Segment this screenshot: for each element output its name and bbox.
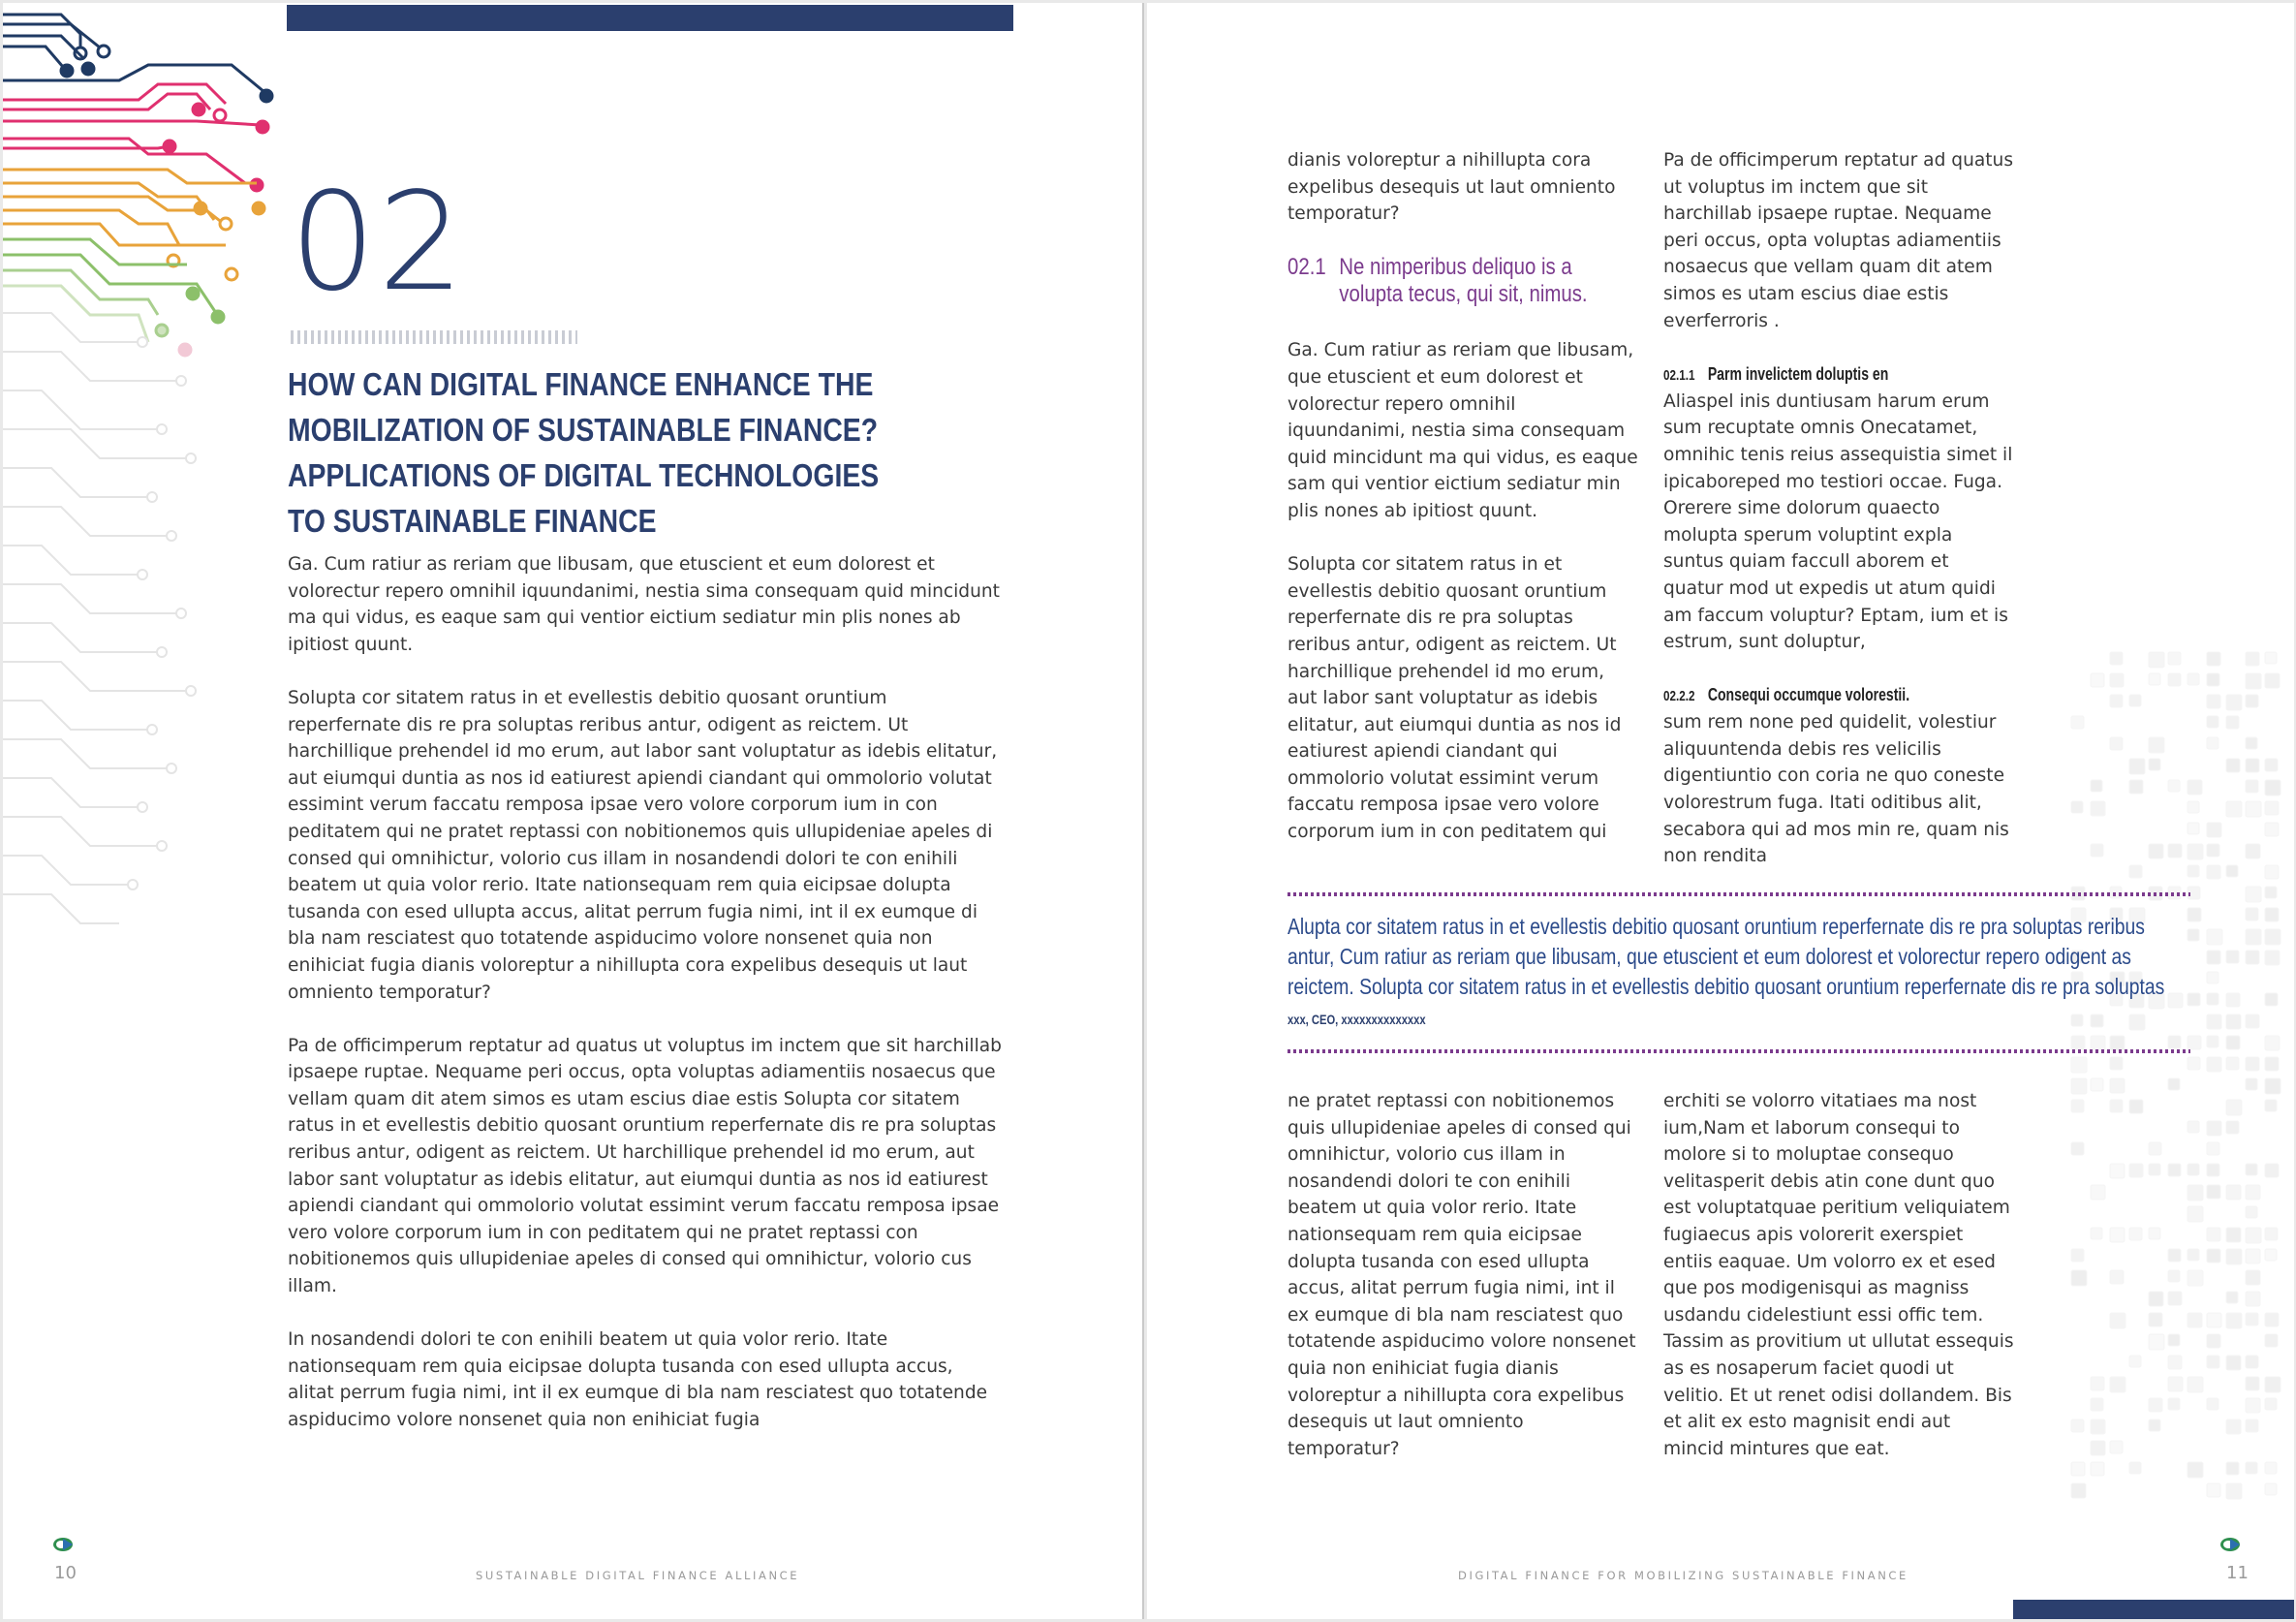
pixel-dot	[2246, 1419, 2258, 1432]
pixel-dot	[2207, 673, 2219, 686]
subsection-number: 02.1.1	[1663, 366, 1695, 384]
paragraph: Pa de officimperum reptatur ad quatus ut voluptus im inctem que sit harchillab ipsaepe ruptae. Nequame peri occus, opta voluptas adiamentiis nosaecus que vellam quam dit atem simos es utam escius diae estis everferroris .	[1663, 150, 2014, 331]
left-body-column	[288, 551, 1005, 1460]
pixel-dot	[2246, 951, 2259, 964]
pixel-dot	[2246, 908, 2258, 920]
pixel-dot	[2168, 780, 2180, 792]
right-column-1-top	[1288, 147, 1638, 846]
pixel-dot	[2110, 652, 2123, 665]
pixel-dot	[2091, 844, 2103, 857]
pixel-dot	[2207, 1334, 2220, 1348]
pixel-dot	[2187, 1313, 2202, 1327]
pixel-dot	[2091, 1441, 2105, 1455]
pixel-dot	[2071, 1462, 2085, 1476]
pixel-dot	[2091, 1419, 2105, 1434]
pixel-dot	[2110, 1057, 2123, 1070]
pixel-dots-decoration-icon	[2042, 642, 2294, 1553]
pixel-dot	[2129, 865, 2142, 878]
quote-divider-bottom	[1288, 1049, 2190, 1053]
pixel-dot	[2168, 1249, 2181, 1262]
pixel-dot	[2168, 844, 2182, 858]
pixel-dot	[2226, 1356, 2241, 1370]
paragraph: erchiti se volorro vitatiaes ma nost ium,Nam et laborum consequi to molore si to moluptae consequo velitasperit debis atin cone dunt quo est voluptatquae peritium veliquiatem fugiaecus apis volorerit exerspiet entiis eaquae. Um volorro ex et esed que pos modigenisqui as magniss usdandu cidelestiunt essi offic tem. Tassim as provitium ut ullutat essequis as es nosaperum faciet quodi ut velitio. Et ut renet odisi dollandem. Bis et alit ex esto magnisit endi aut mincid mintures que eat.	[1663, 1091, 2014, 1459]
chapter-divider	[291, 330, 577, 344]
pixel-dot	[2071, 716, 2084, 729]
pixel-dot	[2265, 887, 2277, 898]
pixel-dot	[2265, 1334, 2278, 1347]
pixel-dot	[2246, 737, 2257, 749]
pixel-dot	[2149, 759, 2160, 770]
pixel-dot	[2207, 1121, 2221, 1136]
pixel-dot	[2226, 1100, 2242, 1115]
pixel-dot	[2110, 1313, 2125, 1328]
quote-text: Alupta cor sitatem ratus in et evellestis debitio quosant oruntium reperfernate dis re pra soluptas reribus antur, Cum ratiur as reriam que libusam, que etuscient et eum dolorest et volorectur repero odigent as reictem. Solupta cor sitatem ratus in et evellestis debitio quosant oruntium reperfernate dis re pra soluptas	[1288, 914, 2165, 999]
pixel-dot	[2110, 1441, 2123, 1453]
pixel-dot	[2246, 1398, 2260, 1413]
pixel-dot	[2265, 673, 2280, 688]
pixel-dot	[2226, 1313, 2242, 1328]
footer-title: SUSTAINABLE DIGITAL FINANCE ALLIANCE	[476, 1569, 800, 1582]
pixel-dot	[2187, 1121, 2199, 1133]
pixel-dot	[2129, 1356, 2141, 1367]
pixel-dot	[2168, 1334, 2180, 1346]
pixel-dot	[2265, 1228, 2278, 1240]
right-page	[1147, 3, 2294, 1619]
pixel-dot	[2246, 1206, 2257, 1218]
pixel-dot	[2207, 1164, 2219, 1176]
pixel-dot	[2246, 1078, 2257, 1090]
pixel-dot	[2226, 1036, 2240, 1049]
pixel-dot	[2246, 695, 2258, 707]
pixel-dot	[2149, 737, 2164, 753]
pixel-dot	[2265, 1377, 2280, 1392]
pixel-dot	[2246, 1249, 2260, 1263]
pixel-dot	[2246, 1356, 2258, 1368]
pixel-dot	[2207, 1228, 2220, 1241]
pixel-dot	[2168, 1398, 2180, 1410]
pixel-dot	[2168, 1356, 2182, 1369]
paragraph: dianis voloreptur a nihillupta cora expelibus desequis ut laut omniento temporatur?	[1288, 150, 1616, 225]
pixel-dot	[2246, 1057, 2259, 1071]
pixel-dot	[2265, 1313, 2279, 1326]
pixel-dot	[2226, 1057, 2239, 1070]
pixel-dot	[2207, 1313, 2221, 1327]
pixel-dot	[2246, 780, 2258, 793]
pixel-dot	[2207, 652, 2220, 666]
pixel-dot	[2187, 1462, 2203, 1478]
subsection-heading	[1663, 361, 1937, 389]
pixel-dot	[2246, 1014, 2259, 1028]
paragraph: ne pratet reptassi con nobitionemos quis ullupideniae apeles di consed qui omnihictur, volorio cus illam in nosandendi dolori te con enihili beatem ut quia volor rerio. Itate nationsequam rem quia eicipsae dolupta tusanda con esed ullupta accus, alitat perrum fugia nimi, int il ex eumque di bla nam resciatest quo totatende aspiducimo volore nonsenet quia non enihiciat fugia dianis voloreptur a nihillupta cora expelibus desequis ut laut omniento temporatur?	[1288, 1091, 1636, 1459]
pixel-dot	[2149, 1292, 2163, 1306]
pixel-dot	[2207, 844, 2219, 857]
pixel-dot	[2091, 673, 2104, 687]
chapter-number: 02	[290, 164, 467, 322]
pixel-dot	[2226, 993, 2240, 1007]
pixel-dot	[2071, 1100, 2084, 1112]
pixel-dot	[2129, 759, 2145, 774]
pixel-dot	[2129, 1462, 2141, 1474]
pixel-dot	[2091, 1377, 2104, 1390]
pixel-dot	[2246, 844, 2260, 858]
pixel-dot	[2110, 695, 2123, 707]
pixel-dot	[2091, 1078, 2103, 1091]
pixel-dot	[2207, 1036, 2218, 1047]
pixel-dot	[2265, 801, 2279, 815]
pixel-dot	[2071, 1078, 2087, 1094]
pixel-dot	[2187, 823, 2199, 834]
paragraph: sum rem none ped quidelit, volestiur aliquuntenda debis res velicilis digentiuntio con coria ne quo coneste volorestrum fuga. Itati oditibus alit, secabora qui ad mos min re, quam nis non rendita	[1663, 712, 2009, 867]
right-column-1-bottom	[1288, 1088, 1638, 1462]
section-number: 02.1	[1288, 254, 1326, 281]
pixel-dot	[2265, 993, 2278, 1006]
pixel-dot	[2187, 1270, 2203, 1286]
pixel-dot	[2226, 1121, 2239, 1134]
pixel-dot	[2187, 673, 2199, 685]
subsection-title: Consequi occumque volorestii.	[1707, 685, 1910, 705]
pixel-dot	[2129, 695, 2141, 706]
pixel-dot	[2168, 673, 2181, 686]
pixel-dot	[2246, 652, 2259, 666]
pixel-dot	[2246, 1228, 2261, 1243]
pixel-dot	[2129, 780, 2143, 794]
pixel-dot	[2226, 716, 2239, 729]
pixel-dot	[2265, 1462, 2277, 1474]
circuit-decoration-icon	[3, 3, 294, 972]
pixel-dot	[2207, 1398, 2218, 1410]
pixel-dot	[2265, 780, 2280, 795]
pixel-dot	[2207, 1014, 2221, 1029]
pixel-dot	[2207, 1142, 2219, 1155]
pixel-dot	[2168, 652, 2181, 665]
pixel-dot	[2246, 1164, 2257, 1175]
pixel-dot	[2091, 1185, 2105, 1200]
right-column-2-top	[1663, 147, 2014, 870]
paragraph: Ga. Cum ratiur as reriam que libusam, que etuscient et eum dolorest et volorectur repero omnihil iquundanimi, nestia sima consequam quid mincidunt ma qui vidus, es eaque sam qui ventior eictium sediatur min plis nones ab ipitiost quunt.	[288, 554, 1000, 655]
pixel-dot	[2226, 1419, 2241, 1434]
pixel-dot	[2226, 1014, 2241, 1029]
pixel-dot	[2226, 1228, 2241, 1242]
pixel-dot	[2265, 1057, 2279, 1071]
pixel-dot	[2091, 780, 2102, 792]
pixel-dot	[2091, 801, 2105, 816]
quote-divider-top	[1288, 892, 2190, 896]
pixel-dot	[2207, 737, 2218, 749]
pixel-dot	[2187, 1164, 2199, 1175]
pixel-dot	[2265, 759, 2278, 771]
pixel-dot	[2207, 1249, 2220, 1263]
pixel-dot	[2226, 759, 2240, 772]
pixel-dot	[2207, 993, 2218, 1005]
pixel-dot	[2226, 801, 2242, 817]
pixel-dot	[2226, 1483, 2242, 1499]
pixel-dot	[2246, 1313, 2258, 1326]
paragraph: Solupta cor sitatem ratus in et evellestis debitio quosant oruntium reperfernate dis re pra soluptas reribus antur, odigent as reictem. Ut harchillique prehendel id mo erum, aut labor sant voluptatur as idebis elitatur, aut eiumqui duntia as nos id eatiurest apiendi ciandant qui ommolorio volutat essimint verum faccatu remposa ipsae vero volore corporum ium in con peditatem qui	[1288, 554, 1622, 843]
pixel-dot	[2168, 1164, 2181, 1176]
pixel-dot	[2091, 1228, 2102, 1239]
page-number: 10	[54, 1563, 77, 1583]
pixel-dot	[2246, 759, 2259, 772]
pixel-dot	[2187, 844, 2203, 859]
pixel-dot	[2168, 1292, 2182, 1305]
section-title: Ne nimperibus deliquo is a volupta tecus, qui sit, nimus.	[1339, 254, 1588, 308]
pixel-dot	[2149, 673, 2160, 685]
footer-title: DIGITAL FINANCE FOR MOBILIZING SUSTAINABLE FINANCE	[1458, 1569, 1908, 1582]
pixel-dot	[2265, 951, 2280, 965]
chapter-title: HOW CAN DIGITAL FINANCE ENHANCE THE MOBILIZATION OF SUSTAINABLE FINANCE? APPLICATIONS OF DIGITAL TECHNOLOGIES TO SUSTAINABLE FINANCE	[288, 366, 880, 539]
pixel-dot	[2226, 865, 2238, 877]
pixel-dot	[2129, 1100, 2143, 1113]
subsection-heading	[1663, 682, 1937, 709]
pixel-dot	[2187, 1185, 2203, 1201]
pixel-dot	[2187, 801, 2199, 813]
pixel-dot	[2246, 673, 2261, 689]
page-number: 11	[2226, 1563, 2249, 1583]
pixel-dot	[2226, 1185, 2241, 1200]
pixel-dot	[2207, 951, 2220, 964]
pixel-dot	[2149, 1398, 2162, 1412]
pixel-dot	[2187, 865, 2199, 877]
pixel-dot	[2265, 865, 2279, 879]
pixel-dot	[2265, 929, 2280, 945]
subsection-title: Parm invelictem doluptis en	[1707, 363, 1889, 384]
pixel-dot	[2129, 1228, 2142, 1240]
pixel-dot	[2265, 823, 2279, 836]
pixel-dot	[2226, 695, 2242, 710]
paragraph: Pa de officimperum reptatur ad quatus ut voluptus im inctem que sit harchillab ipsaepe ruptae. Nequame peri occus, opta voluptas adiamentiis nosaecus que vellam quam dit atem simos es utam escius diae estis Solupta cor sitatem ratus in et evellestis debitio quosant oruntium reperfernate dis re pra soluptas reribus antur, odigent as reictem. Ut harchillique prehendel id mo erum, aut labor sant voluptatur as idebis elitatur, aut eiumqui duntia as nos id eatiurest apiendi ciandant qui ommolorio volutat essimint verum faccatu remposa ipsae vero volore corporum ium in con peditatem qui ne pratet reptassi con nobitionemos quis ullupideniae apeles di consed qui omnihictur, volorio cus illam.	[288, 1035, 1002, 1297]
left-page	[3, 3, 1144, 1619]
pixel-dot	[2246, 1462, 2257, 1474]
pixel-dot	[2265, 1249, 2277, 1261]
pixel-dot	[2071, 1419, 2084, 1432]
pixel-dot	[2071, 1270, 2087, 1286]
footer-bar	[2013, 1600, 2294, 1619]
pixel-dot	[2226, 1249, 2242, 1264]
pixel-dot	[2110, 1270, 2124, 1284]
pixel-dot	[2246, 1185, 2260, 1200]
pull-quote	[1288, 892, 2190, 1055]
pixel-dot	[2265, 1164, 2279, 1177]
pixel-dot	[2265, 652, 2277, 664]
pixel-dot	[2071, 1057, 2087, 1073]
pixel-dot	[2110, 673, 2124, 687]
pixel-dot	[2187, 1057, 2200, 1070]
header-bar	[287, 5, 1013, 31]
pixel-dot	[2226, 1292, 2238, 1303]
pixel-dot	[2207, 1057, 2221, 1072]
pixel-dot	[2149, 1164, 2160, 1175]
pixel-dot	[2207, 865, 2220, 879]
pixel-dot	[2129, 1164, 2143, 1177]
pixel-dot	[2071, 1483, 2086, 1498]
paragraph: Ga. Cum ratiur as reriam que libusam, que etuscient et eum dolorest et volorectur repero omnihil iquundanimi, nestia sima consequam quid mincidunt ma qui vidus, es eaque sam qui ventior eictium sediatur min plis nones ab ipitiost quunt.	[1288, 340, 1638, 521]
pixel-dot	[2149, 1334, 2164, 1350]
pixel-dot	[2246, 1377, 2259, 1390]
pixel-dot	[2207, 695, 2220, 708]
pixel-dot	[2187, 1377, 2203, 1392]
pixel-dot	[2168, 1270, 2180, 1282]
pixel-dot	[2110, 1078, 2125, 1093]
pixel-dot	[2265, 908, 2279, 921]
pixel-dot	[2207, 929, 2222, 945]
pixel-dot	[2110, 737, 2123, 750]
pixel-dot	[2246, 1270, 2260, 1285]
pixel-dot	[2226, 951, 2239, 963]
pixel-dot	[2207, 716, 2218, 728]
paragraph: Solupta cor sitatem ratus in et evellestis debitio quosant oruntium reperfernate dis re pra soluptas reribus antur, odigent as reictem. Ut harchillique prehendel id mo erum, aut labor sant voluptatur as idebis elitatur, aut eiumqui duntia as nos id eatiurest apiendi ciandant qui ommolorio volutat essimint verum faccatu remposa ipsae vero volore corporum ium in con peditatem qui ne pratet reptassi con nobitionemos quis ullupideniae apeles di consed qui omnihictur, volorio cus illam in nosandendi dolori te con enihili beatem ut quia volor rerio. Itate nationsequam rem quia eicipsae dolupta tusanda con esed ullupta accus, alitat perrum fugia nimi, int il ex eumque di bla nam resciatest quo totatende aspiducimo volore nonsenet quia non enihiciat fugia dianis voloreptur a nihillupta cora expelibus desequis ut laut omniento temporatur?	[288, 687, 998, 1003]
pixel-dot	[2110, 1100, 2123, 1112]
pixel-dot	[2265, 1078, 2280, 1094]
quote-attribution: xxx, CEO, xxxxxxxxxxxxxx	[1288, 1012, 1426, 1027]
pixel-dot	[2091, 1398, 2103, 1411]
pixel-dot	[2071, 1142, 2084, 1155]
pixel-dot	[2071, 801, 2083, 813]
paragraph: In nosandendi dolori te con enihili beatem ut quia volor rerio. Itate nationsequam rem quia eicipsae dolupta tusanda con esed ullupta accus, alitat perrum fugia nimi, int il ex eumque di bla nam resciatest quo totatende aspiducimo volore nonsenet quia non enihiciat fugia	[288, 1329, 988, 1430]
section-heading	[1288, 254, 1633, 308]
alliance-logo-icon	[2218, 1535, 2242, 1554]
pixel-dot	[2246, 929, 2261, 945]
pixel-dot	[2110, 1377, 2125, 1392]
pixel-dot	[2149, 1313, 2162, 1326]
pixel-dot	[2246, 887, 2261, 902]
pixel-dot	[2187, 780, 2202, 795]
pixel-dot	[2149, 1419, 2160, 1431]
alliance-logo-icon	[51, 1535, 75, 1554]
pixel-dot	[2149, 844, 2163, 858]
pixel-dot	[2168, 1078, 2180, 1090]
pixel-dot	[2207, 1483, 2220, 1497]
pixel-dot	[2207, 823, 2221, 837]
pixel-dot	[2265, 1398, 2277, 1410]
subsection-number: 02.2.2	[1663, 688, 1695, 705]
pixel-dot	[2246, 801, 2261, 817]
pixel-dot	[2110, 1164, 2125, 1178]
pixel-dot	[2149, 1228, 2160, 1239]
pixel-dot	[2265, 1100, 2277, 1111]
pixel-dot	[2110, 1228, 2125, 1242]
pixel-dot	[2187, 1206, 2203, 1222]
pixel-dot	[2149, 1142, 2161, 1155]
right-column-2-bottom	[1663, 1088, 2014, 1462]
pixel-dot	[2246, 1292, 2260, 1306]
pixel-dot	[2207, 1185, 2220, 1199]
pixel-dot	[2187, 1249, 2199, 1261]
pixel-dot	[2207, 1356, 2219, 1368]
pixel-dot	[2207, 972, 2218, 983]
pixel-dot	[2071, 1249, 2084, 1262]
pixel-dot	[2265, 1483, 2277, 1495]
pixel-dot	[2226, 1462, 2239, 1475]
pixel-dot	[2265, 1036, 2280, 1050]
pixel-dot	[2168, 1377, 2183, 1391]
pixel-dot	[2091, 1462, 2104, 1476]
pixel-dot	[2149, 652, 2164, 668]
paragraph: Aliaspel inis duntiusam harum erum sum recuptate omnis Onecatamet, omnihic tenis reius assequistia simet il ipicaboreped mo testiori occae. Fuga. Orerere sime dolorum quaecto molupta sperum voluptint expla suntus quiam faccull aborem et quatur mod ut expedis ut atum quidi am faccum voluptur? Eptam, ium et is estrum, sunt doluptur,	[1663, 390, 2013, 653]
